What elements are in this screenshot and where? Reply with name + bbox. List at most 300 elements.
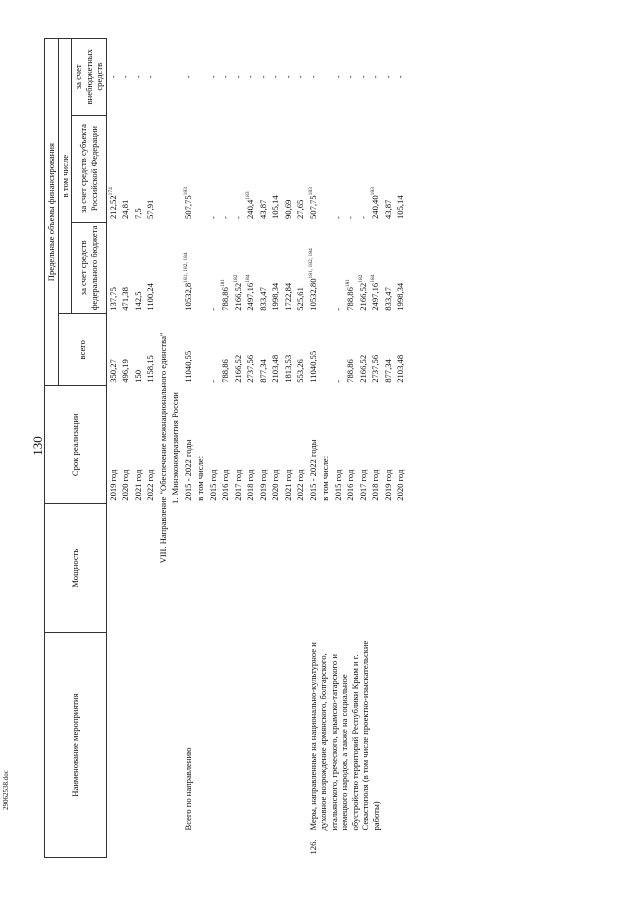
subject-cell: [244, 115, 257, 222]
federal-cell-footnote: 184: [370, 274, 377, 283]
header-power: Мощность: [45, 504, 107, 633]
extra-cell: [194, 39, 207, 116]
total-cell-text: 1813,53: [282, 354, 293, 383]
term-cell-text: 2019 год: [382, 469, 393, 501]
name-cell: [282, 633, 295, 834]
num-cell: [232, 833, 245, 857]
num-cell: [144, 833, 157, 857]
federal-cell-text: 788,86: [220, 287, 230, 311]
term-cell-text: 2016 год: [345, 469, 355, 501]
total-cell: [132, 314, 145, 386]
table-row: [269, 39, 282, 858]
power-cell: [132, 504, 145, 633]
term-cell: [369, 386, 382, 504]
extra-cell-text: -: [295, 75, 305, 79]
table-row: [106, 39, 119, 858]
extra-cell: [332, 39, 345, 116]
extra-cell-text: -: [245, 75, 255, 79]
federal-cell: [319, 222, 332, 314]
term-cell-text: 2018 год: [370, 469, 380, 501]
power-cell: [282, 504, 295, 633]
federal-cell-footnote: 181, 182, 184: [182, 252, 189, 283]
extra-cell-text: -: [307, 75, 318, 79]
total-cell-text: 2103,48: [270, 354, 280, 383]
federal-cell: [144, 222, 157, 314]
term-cell: [382, 386, 395, 504]
table-row: [294, 39, 307, 858]
name-cell: [244, 633, 257, 834]
total-cell: [219, 314, 232, 386]
term-cell: [119, 386, 132, 504]
subject-cell-text: 105,14: [270, 195, 280, 220]
federal-cell-footnote: 182: [232, 274, 239, 283]
power-cell: [232, 504, 245, 633]
term-cell: [219, 386, 232, 504]
subject-cell-text: 7,5: [132, 208, 143, 220]
federal-cell: [294, 222, 307, 314]
term-cell: [394, 386, 407, 504]
power-cell: [182, 504, 195, 633]
subject-cell-text: -: [345, 216, 355, 220]
subject-cell: [319, 115, 332, 222]
term-cell-text: 2020 год: [395, 469, 405, 501]
extra-cell-text: -: [132, 75, 143, 79]
term-cell: [332, 386, 345, 504]
extra-cell: [282, 39, 295, 116]
subject-cell: [232, 115, 245, 222]
federal-cell: [207, 222, 220, 314]
subject-cell-text: -: [220, 216, 230, 220]
subject-cell-text: 240,40: [370, 195, 380, 220]
term-cell: [207, 386, 220, 504]
header-federal: за счет средств федерального бюджета: [72, 222, 107, 314]
table-row: [182, 39, 195, 858]
term-cell-text: 2019 год: [107, 469, 118, 501]
federal-cell: [219, 222, 232, 314]
term-cell-text: 2015 год: [332, 469, 343, 501]
federal-cell-text: 10532,8: [182, 282, 193, 311]
table-row: [144, 39, 157, 858]
table-row: [132, 39, 145, 858]
subject-cell: [357, 115, 370, 222]
subject-cell-text: 240,4: [245, 199, 255, 220]
power-cell: [269, 504, 282, 633]
num-cell: [257, 833, 270, 857]
term-cell-text: 2022 год: [295, 469, 305, 501]
total-cell-text: 2737,56: [370, 354, 380, 383]
federal-cell: [232, 222, 245, 314]
subject-cell: [144, 115, 157, 222]
extra-cell: [257, 39, 270, 116]
subject-cell-text: 24,81: [120, 199, 130, 220]
term-cell-text: 2015 - 2022 годы: [182, 439, 193, 501]
term-cell: [132, 386, 145, 504]
subject-cell-text: -: [357, 216, 368, 220]
extra-cell-text: -: [257, 75, 268, 79]
subject-cell: [344, 115, 357, 222]
federal-cell-text: 142,5: [132, 291, 143, 311]
financing-table: [44, 38, 407, 858]
term-cell: [182, 386, 195, 504]
section-title-row: [157, 39, 170, 858]
term-cell: [282, 386, 295, 504]
total-cell: [257, 314, 270, 386]
term-cell: [257, 386, 270, 504]
subject-cell-footnote: 183: [182, 187, 189, 196]
subject-cell: [194, 115, 207, 222]
total-cell: [344, 314, 357, 386]
total-cell: [307, 314, 320, 386]
name-cell: [294, 633, 307, 834]
page-number: 130: [29, 436, 45, 456]
subject-cell: [369, 115, 382, 222]
federal-cell-text: 833,47: [257, 287, 268, 311]
name-cell: [119, 633, 132, 834]
total-cell: [269, 314, 282, 386]
total-cell: [194, 314, 207, 386]
extra-cell: [382, 39, 395, 116]
name-cell: [207, 633, 220, 834]
extra-cell: [357, 39, 370, 116]
total-cell-text: 2737,56: [245, 354, 255, 383]
name-cell-text: Всего по направлению: [182, 747, 193, 831]
subject-cell: [119, 115, 132, 222]
table-row: [194, 39, 207, 858]
total-cell-text: 11040,55: [182, 350, 193, 383]
name-cell: [182, 633, 195, 834]
power-cell: [244, 504, 257, 633]
extra-cell: [219, 39, 232, 116]
power-cell: [207, 504, 220, 633]
term-cell-text: 2020 год: [270, 469, 280, 501]
rotated-table-container: [44, 38, 604, 858]
extra-cell: [119, 39, 132, 116]
term-cell: [307, 386, 320, 504]
federal-cell-text: 137,75: [107, 287, 118, 311]
federal-cell: [257, 222, 270, 314]
subject-cell-text: -: [207, 216, 218, 220]
federal-cell-text: 10532,80: [307, 278, 318, 311]
total-cell-text: 11040,55: [307, 350, 318, 383]
subject-cell-text: -: [232, 216, 243, 220]
extra-cell: [132, 39, 145, 116]
federal-cell-text: 1998,34: [395, 282, 405, 311]
power-cell: [194, 504, 207, 633]
extra-cell-text: -: [220, 75, 230, 79]
federal-cell: [369, 222, 382, 314]
extra-cell-text: -: [370, 75, 380, 79]
subject-cell: [182, 115, 195, 222]
subject-cell-text: 43,87: [257, 199, 268, 220]
subject-cell-footnote: 183: [245, 191, 252, 200]
extra-cell: [182, 39, 195, 116]
item-number: [307, 833, 407, 857]
name-cell: [257, 633, 270, 834]
federal-cell-text: 2497,16: [370, 282, 380, 311]
extra-cell: [207, 39, 220, 116]
term-cell-text: 2018 год: [245, 469, 255, 501]
extra-cell-text: -: [357, 75, 368, 79]
total-cell: [232, 314, 245, 386]
name-cell: [269, 633, 282, 834]
subject-cell-text: 43,87: [382, 199, 393, 220]
total-cell-text: 150: [132, 369, 143, 383]
subject-cell: [219, 115, 232, 222]
header-incl: в том числе: [58, 39, 72, 314]
federal-cell-footnote: 181: [345, 278, 352, 288]
federal-cell: [332, 222, 345, 314]
table-row: [244, 39, 257, 858]
federal-cell: [357, 222, 370, 314]
extra-cell-text: -: [232, 75, 243, 79]
federal-cell-text: 833,47: [382, 287, 393, 311]
header-extra: за счет внебюджетных средств: [72, 39, 107, 116]
subsection-title-row: [169, 39, 182, 858]
header-name: Наименование мероприятия: [45, 633, 107, 858]
federal-cell-text: -: [207, 307, 218, 311]
total-cell-text: 496,19: [120, 359, 130, 383]
extra-cell-text: -: [182, 75, 193, 79]
num-cell: [244, 833, 257, 857]
term-cell-text: 2021 год: [132, 469, 143, 501]
federal-cell: [394, 222, 407, 314]
total-cell-text: 1158,15: [145, 355, 155, 383]
total-cell-text: -: [332, 379, 343, 383]
subject-cell-footnote: 174: [107, 187, 114, 196]
federal-cell-text: 2497,16: [245, 282, 255, 311]
federal-cell: [106, 222, 119, 314]
power-cell: [119, 504, 132, 633]
federal-cell: [194, 222, 207, 314]
total-cell: [394, 314, 407, 386]
name-cell: [106, 633, 119, 834]
extra-cell-text: -: [120, 75, 130, 79]
total-cell: [382, 314, 395, 386]
total-cell-text: -: [207, 379, 218, 383]
subject-cell-footnote: 183: [307, 187, 314, 196]
federal-cell-text: 1998,34: [270, 282, 280, 311]
table-header: [45, 39, 107, 858]
federal-cell-footnote: 184: [245, 274, 252, 283]
total-cell: [357, 314, 370, 386]
table-body: [106, 39, 407, 858]
total-cell: [182, 314, 195, 386]
total-cell-text: 788,86: [220, 359, 230, 383]
extra-cell: [344, 39, 357, 116]
extra-cell: [244, 39, 257, 116]
federal-cell: [182, 222, 195, 314]
extra-cell-text: -: [345, 75, 355, 79]
federal-cell: [307, 222, 320, 314]
name-cell: [144, 633, 157, 834]
extra-cell-text: -: [332, 75, 343, 79]
power-cell: [106, 504, 119, 633]
footer-doc-id: 29062538.doc: [2, 770, 10, 810]
extra-cell-text: -: [270, 75, 280, 79]
total-cell: [119, 314, 132, 386]
total-cell: [144, 314, 157, 386]
federal-cell: [382, 222, 395, 314]
total-cell: [244, 314, 257, 386]
total-cell: [332, 314, 345, 386]
total-cell-text: 788,86: [345, 359, 355, 383]
extra-cell-text: -: [145, 75, 155, 79]
num-cell: [194, 833, 207, 857]
total-cell: [207, 314, 220, 386]
total-cell-text: 350,27: [107, 359, 118, 383]
term-cell: [244, 386, 257, 504]
federal-cell: [282, 222, 295, 314]
subject-cell-footnote: 183: [370, 187, 377, 196]
extra-cell-text: -: [382, 75, 393, 79]
subject-cell: [269, 115, 282, 222]
name-cell: [194, 633, 207, 834]
table-row: [307, 39, 320, 858]
item-number-text: 126.: [307, 839, 318, 855]
num-cell: [294, 833, 307, 857]
term-cell-text: 2020 год: [120, 469, 130, 501]
term-cell-text: в том числе:: [195, 455, 205, 501]
power-cell: [294, 504, 307, 633]
extra-cell: [294, 39, 307, 116]
term-cell: [344, 386, 357, 504]
extra-cell: [394, 39, 407, 116]
total-cell-text: 2166,52: [357, 354, 368, 383]
subject-cell: [207, 115, 220, 222]
num-cell: [132, 833, 145, 857]
extra-cell: [307, 39, 320, 116]
term-cell: [269, 386, 282, 504]
table-row: [219, 39, 232, 858]
num-cell: [119, 833, 132, 857]
federal-cell: [244, 222, 257, 314]
term-cell-text: 2015 - 2022 годы: [307, 439, 318, 501]
total-cell: [294, 314, 307, 386]
term-cell: [106, 386, 119, 504]
extra-cell-text: -: [107, 75, 118, 79]
table-row: [207, 39, 220, 858]
total-cell-text: 2166,52: [232, 354, 243, 383]
section-title: VIII. Направление "Обеспечение межнационального единства": [157, 332, 168, 564]
federal-cell-text: 525,61: [295, 287, 305, 311]
num-cell: [207, 833, 220, 857]
total-cell: [106, 314, 119, 386]
table-row: [119, 39, 132, 858]
subject-cell: [332, 115, 345, 222]
header-subject: за счет средств субъекта Российской Федерации: [72, 115, 107, 222]
subject-cell-text: 105,14: [395, 195, 405, 220]
term-cell-text: 2022 год: [145, 469, 155, 501]
extra-cell: [369, 39, 382, 116]
federal-cell-footnote: 181, 182, 184: [307, 248, 314, 279]
federal-cell-text: 2166,52: [232, 282, 243, 311]
term-cell-text: 2019 год: [257, 469, 268, 501]
name-cell: [232, 633, 245, 834]
num-cell: [219, 833, 232, 857]
subject-cell-text: 57,91: [145, 199, 155, 220]
num-cell: [106, 833, 119, 857]
federal-cell-text: 2166,52: [357, 282, 368, 311]
term-cell-text: 2021 год: [282, 469, 293, 501]
extra-cell: [232, 39, 245, 116]
num-cell: [182, 833, 195, 857]
term-cell: [232, 386, 245, 504]
subject-cell-text: 212,52: [107, 195, 118, 220]
federal-cell: [119, 222, 132, 314]
term-cell-text: 2015 год: [207, 469, 218, 501]
term-cell: [357, 386, 370, 504]
subject-cell-text: 507,75: [182, 195, 193, 220]
extra-cell: [144, 39, 157, 116]
item-name: [307, 633, 407, 834]
subject-cell: [394, 115, 407, 222]
term-cell-text: 2016 год: [220, 469, 230, 501]
term-cell: [319, 386, 332, 504]
subject-cell-text: 90,69: [282, 199, 293, 220]
subject-cell: [132, 115, 145, 222]
header-limits: Предельные объемы финансирования: [45, 39, 59, 386]
federal-cell: [269, 222, 282, 314]
name-cell: [132, 633, 145, 834]
total-cell-text: 877,34: [382, 359, 393, 383]
item-name-text: Меры, направленные на национально-культурное и духовное возрождение армянского, болгарского, итальянского, греческого, крымско-татарского и немецкого народов, а также на социальное обустройство территорий Республики Крым и г. Севастополя (в том числе проектно-изыскательские работы): [307, 640, 381, 831]
federal-cell: [132, 222, 145, 314]
subject-cell: [307, 115, 320, 222]
table-row: [257, 39, 270, 858]
extra-cell-text: -: [395, 75, 405, 79]
subsection-title: 1. Минэкономразвития России: [170, 392, 180, 504]
total-cell-text: 877,34: [257, 359, 268, 383]
federal-cell-text: -: [332, 307, 343, 311]
table-row: [282, 39, 295, 858]
total-cell-text: 553,26: [295, 359, 305, 383]
total-cell: [282, 314, 295, 386]
federal-cell-footnote: 182: [357, 274, 364, 283]
federal-cell-footnote: 181: [220, 278, 227, 288]
federal-cell-text: 471,38: [120, 287, 130, 311]
federal-cell-text: 1100,24: [145, 283, 155, 311]
subject-cell-text: 27,65: [295, 199, 305, 220]
term-cell-text: 2017 год: [232, 469, 243, 501]
extra-cell: [319, 39, 332, 116]
total-cell: [319, 314, 332, 386]
subject-cell-text: 507,75: [307, 195, 318, 220]
num-cell: [269, 833, 282, 857]
federal-cell-text: 1722,84: [282, 282, 293, 311]
name-cell: [219, 633, 232, 834]
term-cell-text: 2017 год: [357, 469, 368, 501]
power-cell: [144, 504, 157, 633]
table-row: [232, 39, 245, 858]
num-cell: [282, 833, 295, 857]
subject-cell: [257, 115, 270, 222]
power-cell: [307, 504, 407, 633]
subject-cell-text: -: [332, 216, 343, 220]
total-cell: [369, 314, 382, 386]
subject-cell: [282, 115, 295, 222]
federal-cell: [344, 222, 357, 314]
term-cell: [294, 386, 307, 504]
subject-cell: [294, 115, 307, 222]
header-term: Срок реализации: [45, 386, 107, 504]
federal-cell-text: 788,86: [345, 287, 355, 311]
extra-cell-text: -: [207, 75, 218, 79]
total-cell-text: 2103,48: [395, 354, 405, 383]
extra-cell: [269, 39, 282, 116]
subject-cell: [382, 115, 395, 222]
term-cell-text: в том числе:: [320, 455, 330, 501]
power-cell: [219, 504, 232, 633]
